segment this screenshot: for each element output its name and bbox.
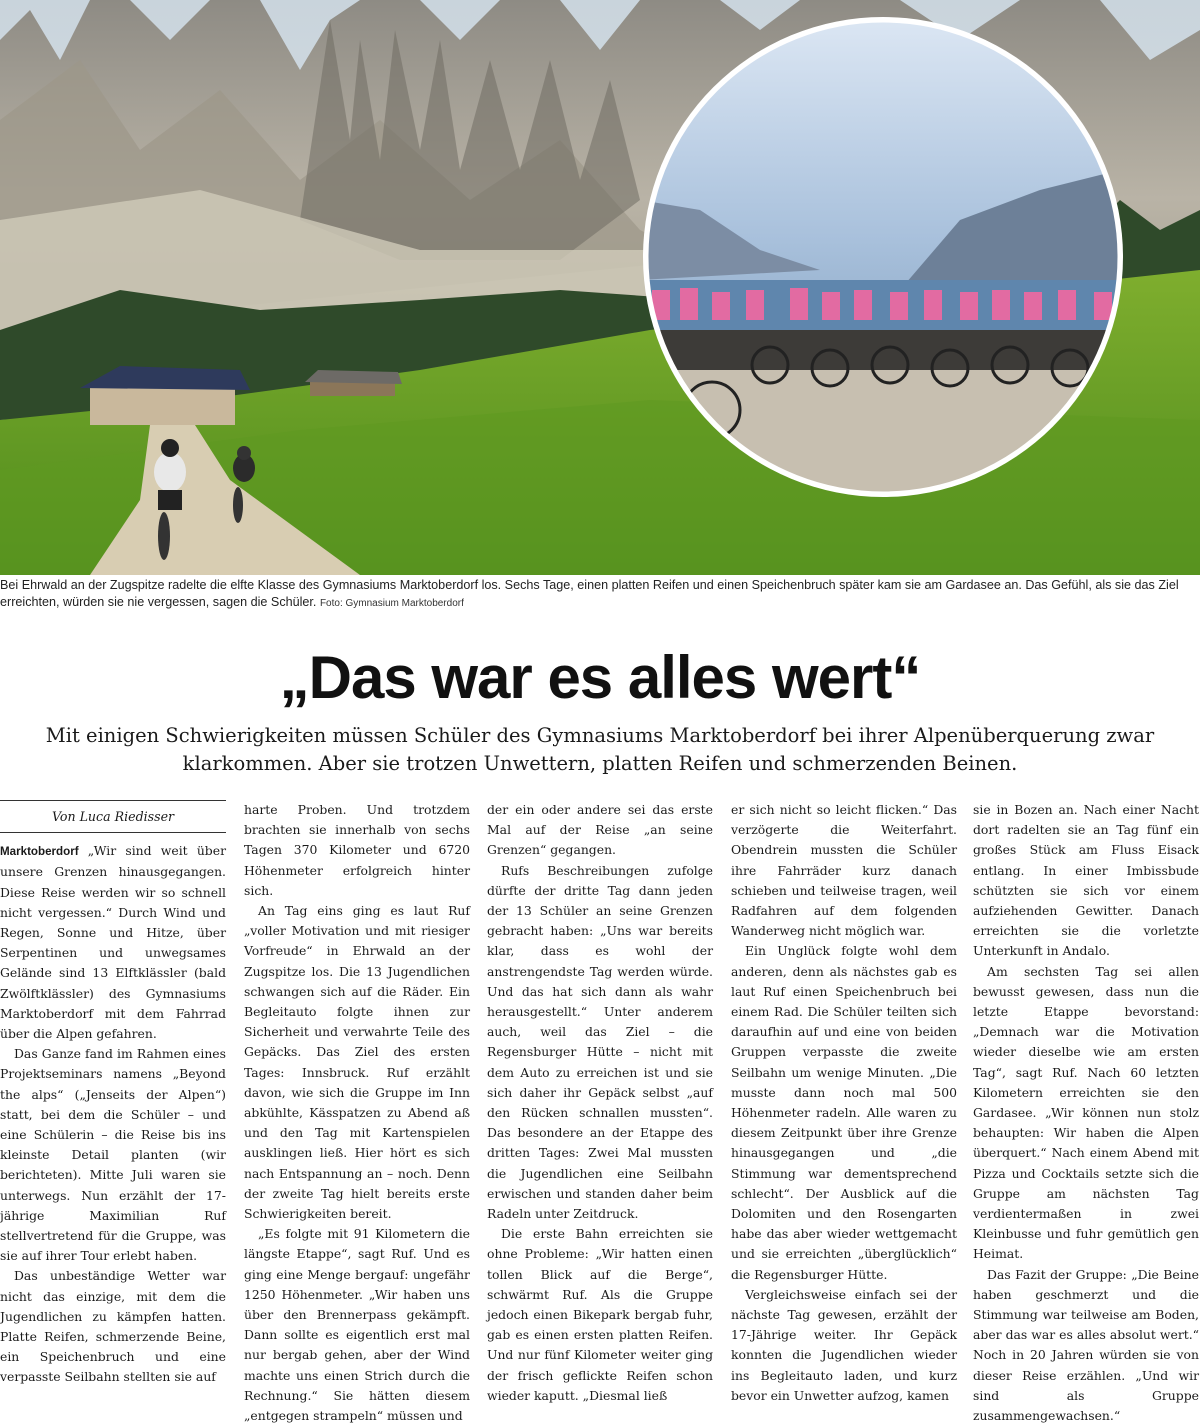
paragraph: Das Ganze fand im Rahmen eines Projektseminars namens „Beyond the alps“ („Jenseits der Alpen“) statt, bei dem die Schüler – und eine Schülerin – die Reise bis ins kleinste Detail planten (wir berichteten). Mitte Juli waren sie unterwegs. Nun erzählt der 17-jährige Maximilian Ruf stellvertretend für die Gruppe, was sie auf ihrer Tour erlebt haben. — [0, 1046, 226, 1264]
paragraph: Vergleichsweise einfach sei der nächste Tag gewesen, erzählt der 17-Jährige weiter. Ihr Gepäck konnten die Jugendlichen wieder ins Begleitauto laden, und kurz bevor ein Unwetter aufzog, kamen — [731, 1286, 957, 1403]
caption-text: Bei Ehrwald an der Zugspitze radelte die elfte Klasse des Gymnasiums Marktoberdorf los. Sechs Tage, einen platten Reifen und einen Speichenbruch später kam sie am Gardasee an. Das Gefühl, als sie das Ziel erreichten, würden sie nie vergessen, sagen die Schüler. — [0, 578, 1179, 609]
paragraph: harte Proben. Und trotzdem brachten sie innerhalb von sechs Tagen 370 Kilometer und 6720 Höhenmeter erfolgreich hinter sich. — [244, 802, 470, 898]
paragraph: An Tag eins ging es laut Ruf „voller Motivation und mit riesiger Vorfreude“ in Ehrwald an der Zugspitze los. Die 13 Jugendlichen schwangen sich auf die Räder. Ein Begleitauto folgte ihnen zur Sicherheit und verwahrte Teile des Gepäcks. Das Ziel des ersten Tages: Innsbruck. Ruf erzählt davon, wie sich die Gruppe im Inn abkühlte, Kässpatzen zu Abend aß und den Tag mit Kartenspielen ausklingen ließ. Hier hört es sich nach Entspannung an – noch. Denn der zweite Tag hielt bereits erste Schwierigkeiten bereit. — [244, 903, 470, 1222]
article-column-5 — [973, 800, 1199, 1426]
article-column-3 — [487, 800, 713, 1406]
subheadline: Mit einigen Schwierigkeiten müssen Schüler des Gymnasiums Marktoberdorf bei ihrer Alpenüberquerung zwar klarkommen. Aber sie trotzen Unwettern, platten Reifen und schmerzenden Beinen. — [45, 724, 1155, 775]
paragraph: Am sechsten Tag sei allen bewusst gewesen, dass nun die letzte Etappe bevorstand: „Demnach war die Motivation wieder dieselbe wie am ersten Tag“, sagt Ruf. Nach 60 letzten Kilometern erreichten sie den Gardasee. „Wir können nun stolz behaupten: Wir haben die Alpen überquert.“ Nach einem Abend mit Pizza und Cocktails setzte sich die Gruppe am nächsten Tag verdientermaßen in zwei Kleinbusse und fuhr gemütlich gen Heimat. — [973, 963, 1199, 1262]
article-column-4 — [731, 800, 957, 1406]
paragraph: Das Fazit der Gruppe: „Die Beine haben geschmerzt und die Stimmung war teilweise am Boden, aber das war es alles absolut wert.“ Noch in 20 Jahren würden sie von dieser Reise erzählen. „Und wir sind als Gruppe zusammengewachsen.“ — [973, 1266, 1199, 1424]
headline: „Das war es alles wert“ — [279, 644, 921, 711]
paragraph: Die erste Bahn erreichten sie ohne Probleme: „Wir hatten einen tollen Blick auf die Berge“, schwärmt Ruf. Als die Gruppe jedoch einen Bikepark bergab fuhr, gab es einen ersten platten Reifen. Und nur fünf Kilometer weiter ging der frisch geflickte Reifen schon wieder kaputt. „Diesmal ließ — [487, 1226, 713, 1403]
landscape-photo — [0, 0, 1200, 575]
paragraph: sie in Bozen an. Nach einer Nacht dort radelten sie an Tag fünf ein großes Stück am Fluss Eisack entlang. In einer Imbissbude schützten sie sich vor einem aufziehenden Gewitter. Danach erreichten sie die vorletzte Unterkunft in Andalo. — [973, 802, 1199, 959]
photo-caption — [0, 577, 1196, 612]
paragraph: Rufs Beschreibungen zufolge dürfte der dritte Tag dann jeden der 13 Schüler an seine Grenzen gebracht haben: „Uns war bereits klar, dass es wohl der anstrengendste Tag werden würde. Und das hat sich dann als wahr herausgestellt.“ Unter anderem auch, weil das Ziel – die Regensburger Hütte – nicht mit dem Auto zu erreichen ist und sie sich daher ihr Gepäck selbst „auf den Rücken schnallen mussten“. Das besondere an der Etappe des dritten Tages: Zwei Mal mussten die Jugendlichen eine Seilbahn erwischen und standen daher beim Radeln unter Zeitdruck. — [487, 862, 713, 1222]
article-photo — [0, 0, 1200, 575]
paragraph: Ein Unglück folgte wohl dem anderen, denn als nächstes gab es laut Ruf einen Speichenbruch bei einem Rad. Die Schüler teilten sich daraufhin auf und eine von beiden Gruppen verpasste die zweite Seilbahn um wenige Minuten. „Die musste dann noch mal 500 Höhenmeter radeln. Alle waren zu diesem Zeitpunkt über ihre Grenze hinausgegangen und „die Stimmung war dementsprechend schlecht“. Der Ausblick auf die Dolomiten und den Rosengarten habe das aber wieder wettgemacht und sie erreichten „überglücklich“ die Regensburger Hütte. — [731, 943, 957, 1282]
paragraph: der ein oder andere sei das erste Mal auf der Reise „an seine Grenzen“ gegangen. — [487, 802, 713, 858]
paragraph: „Es folgte mit 91 Kilometern die längste Etappe“, sagt Ruf. Und es ging eine Menge bergauf: ungefähr 1250 Höhenmeter. „Wir haben uns über den Brennerpass gekämpft. Dann sollte es eigentlich erst mal nur bergab gehen, aber der Wind machte uns einen Strich durch die Rechnung.“ Sie hätten diesem „entgegen strampeln“ müssen und — [244, 1226, 470, 1424]
dateline: Marktoberdorf — [0, 845, 79, 859]
article-column-1 — [0, 800, 226, 1388]
paragraph: Das unbeständige Wetter war nicht das einzige, mit dem die Jugendlichen zu kämpfen hatten. Platte Reifen, schmerzende Beine, ein Speichenbruch und eine verpasste Seilbahn stellten sie auf — [0, 1268, 226, 1385]
paragraph: er sich nicht so leicht flicken.“ Das verzögerte die Weiterfahrt. Obendrein mussten die Schüler ihre Fahrräder kurz danach schieben und teilweise tragen, weil Radfahren auf dem folgenden Wanderweg nicht möglich war. — [731, 802, 957, 939]
photo-credit: Foto: Gymnasium Marktoberdorf — [319, 598, 464, 609]
article-column-2 — [244, 800, 470, 1426]
byline: Von Luca Riedisser — [0, 800, 226, 833]
paragraph: „Wir sind weit über unsere Grenzen hinausgegangen. Diese Reise werden wir so schnell nicht vergessen.“ Durch Wind und Regen, Sonne und Hitze, über Serpentinen und unwegsames Gelände sind 13 Elftklässler (bald Zwölftklässler) des Gymnasiums Marktoberdorf mit dem Fahrrad über die Alpen gefahren. — [0, 843, 226, 1042]
